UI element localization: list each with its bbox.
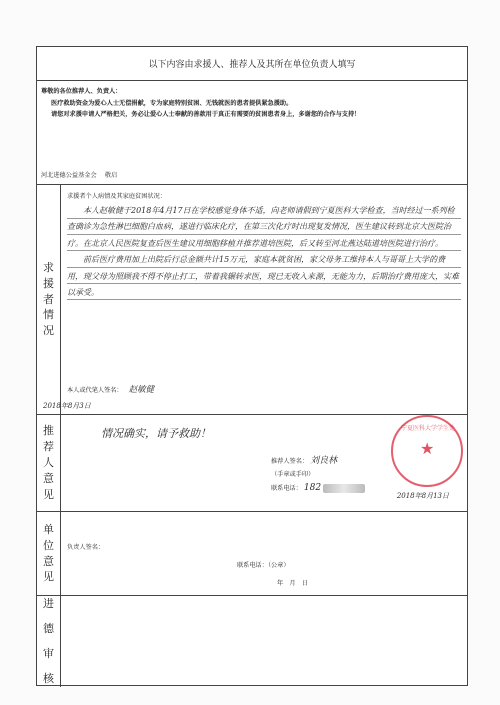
applicant-handwritten-text bbox=[67, 203, 461, 301]
recommender-phone: 182 bbox=[303, 483, 322, 494]
recommender-side-label: 推 荐 人 意 见 bbox=[37, 415, 61, 511]
notice-line-1: 医疗救助资金为爱心人士无偿捐献，专为家庭特别贫困、无钱就医的患者提供紧急援助。 bbox=[51, 99, 293, 107]
applicant-field-label: 求援者个人病情及其家庭贫困状况： bbox=[67, 193, 166, 200]
form-title: 以下内容由求援人、推荐人及其所在单位负责人填写 bbox=[148, 60, 356, 70]
redacted-phone-blur bbox=[323, 484, 365, 493]
seal-hint: （手章或手印） bbox=[271, 471, 315, 479]
recommender-signature: 刘良林 bbox=[310, 456, 338, 466]
form-header bbox=[37, 47, 467, 81]
notice-line-2: 请您对求援申请人严格把关，务必让爱心人士奉献的善款用于真正有需要的贫困患者身上，多谢您的合作与支持！ bbox=[51, 111, 361, 119]
applicant-date: 2018年8月3日 bbox=[43, 402, 91, 410]
seal-star-icon: ★ bbox=[420, 439, 435, 458]
review-section bbox=[37, 596, 467, 687]
notice-section bbox=[37, 81, 467, 185]
notice-sender: 河北进德公益基金会 敬启 bbox=[41, 172, 118, 180]
official-seal-stamp: 宁夏医科大学学生处 ★ bbox=[391, 415, 463, 487]
unit-signature-field: 负责人签名： bbox=[67, 544, 105, 551]
applicant-signature: 赵敏健 bbox=[128, 385, 155, 395]
review-content-area bbox=[61, 596, 467, 687]
applicant-side-label: 求 援 者 情 况 bbox=[37, 185, 61, 414]
unit-phone-field: 联系电话：（公章） bbox=[237, 562, 290, 569]
recommender-fields: 推荐人签名： 刘良林 （手章或手印） 联系电话： 182 bbox=[271, 453, 365, 497]
applicant-paragraph-2: 前后医疗费用加上出院后行总金额共计15万元，家庭本就贫困，家父母务工维持本人与哥哥上大学的费用，现父母为照顾我不得不停止打工，带着我辗转求医，现已无收入来源，无能为力，后期治疗费用庞大，实难以承受。 bbox=[67, 255, 459, 297]
unit-date-field: 年 月 日 bbox=[277, 580, 308, 587]
applicant-signer: 本人或代笔人签名： 赵敏健 bbox=[67, 385, 155, 395]
unit-section bbox=[37, 512, 467, 596]
applicant-section bbox=[37, 185, 467, 415]
recommender-section bbox=[37, 415, 467, 512]
review-side-label: 进 德 审 核 bbox=[37, 596, 61, 687]
unit-side-label: 单 位 意 见 bbox=[37, 512, 61, 595]
notice-salutation: 尊敬的各位推荐人、负责人： bbox=[41, 88, 122, 95]
application-form bbox=[36, 46, 468, 686]
applicant-paragraph-1: 本人赵敏健于2018年4月17日在学校感觉身体不适，向老师请假到宁夏医科大学检查，当时经过一系列检查确诊为急性淋巴细胞白血病，遂进行临床化疗，在第三次化疗时出现复发情况，医生建议转到北京大医院治疗。在北京人民医院复查后医生建议用细胞移植并推荐道培医院，后又转至河北燕达陆道培医院进行治疗。 bbox=[67, 206, 455, 248]
recommender-date: 2018年8月13日 bbox=[396, 492, 449, 500]
recommender-opinion: 情况确实，请予救助！ bbox=[101, 427, 211, 440]
